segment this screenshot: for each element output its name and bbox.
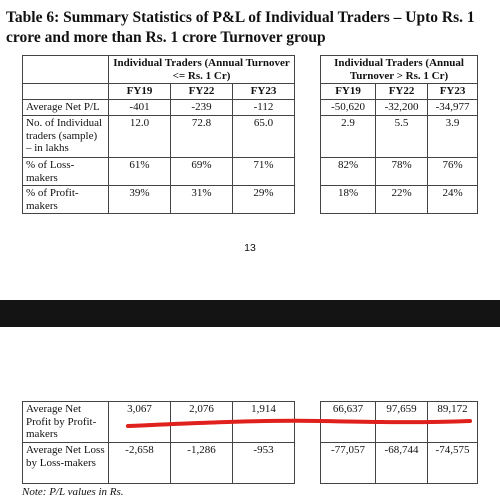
table-cell: 18% <box>321 186 376 214</box>
group-header-large: Individual Traders (Annual Turnover > Rs. 1 Cr) <box>321 56 478 84</box>
table-cell: 65.0 <box>233 116 295 158</box>
summary-statistics-table-continued <box>22 401 478 484</box>
table-cell: 29% <box>233 186 295 214</box>
row-gap <box>295 402 321 443</box>
table-cell: 39% <box>109 186 171 214</box>
table-title: Table 6: Summary Statistics of P&L of Individual Traders – Upto Rs. 1 crore and more than Rs. 1 crore Turnover group <box>6 9 475 46</box>
table-cell: 69% <box>171 158 233 186</box>
table-cell: 22% <box>376 186 428 214</box>
table-cell: -34,977 <box>428 100 478 116</box>
table-cell: -112 <box>233 100 295 116</box>
row-gap <box>295 158 321 186</box>
table-cell: 31% <box>171 186 233 214</box>
table-cell: 66,637 <box>321 402 376 443</box>
group-gap <box>295 56 321 84</box>
row-label: No. of Individual traders (sample) – in lakhs <box>23 116 109 158</box>
table-cell: 2,076 <box>171 402 233 443</box>
table-row <box>23 158 478 186</box>
year-header: FY19 <box>321 84 376 100</box>
group-header-row <box>23 56 478 84</box>
table-cell: -68,744 <box>376 443 428 484</box>
table-cell: 1,914 <box>233 402 295 443</box>
table-cell: -32,200 <box>376 100 428 116</box>
row-label: Average Net Profit by Profit-makers <box>23 402 109 443</box>
table-row <box>23 186 478 214</box>
table-cell: 61% <box>109 158 171 186</box>
table-row <box>23 402 478 443</box>
table-cell: 72.8 <box>171 116 233 158</box>
row-label: % of Loss-makers <box>23 158 109 186</box>
table-cell: 78% <box>376 158 428 186</box>
corner-cell <box>23 56 109 84</box>
year-corner-cell <box>23 84 109 100</box>
row-label: Average Net Loss by Loss-makers <box>23 443 109 484</box>
table-cell: 89,172 <box>428 402 478 443</box>
table-cell: -239 <box>171 100 233 116</box>
table-cell: 76% <box>428 158 478 186</box>
table-row <box>23 100 478 116</box>
row-gap <box>295 100 321 116</box>
summary-statistics-table <box>22 55 478 214</box>
table-cell: -1,286 <box>171 443 233 484</box>
table-row <box>23 116 478 158</box>
year-header: FY23 <box>233 84 295 100</box>
table-row <box>23 443 478 484</box>
table-cell: 5.5 <box>376 116 428 158</box>
year-header: FY22 <box>171 84 233 100</box>
table-note: Note: P/L values in Rs. <box>22 486 124 498</box>
row-gap <box>295 186 321 214</box>
page-break-divider <box>0 300 500 327</box>
table-cell: 2.9 <box>321 116 376 158</box>
row-label: Average Net P/L <box>23 100 109 116</box>
table-cell: -77,057 <box>321 443 376 484</box>
page-number: 13 <box>244 242 256 254</box>
table-cell: 71% <box>233 158 295 186</box>
table-cell: 3.9 <box>428 116 478 158</box>
table-cell: 12.0 <box>109 116 171 158</box>
year-header: FY23 <box>428 84 478 100</box>
group-header-small: Individual Traders (Annual Turnover <= Rs. 1 Cr) <box>109 56 295 84</box>
year-gap <box>295 84 321 100</box>
row-gap <box>295 443 321 484</box>
table-cell: 97,659 <box>376 402 428 443</box>
table-cell: 3,067 <box>109 402 171 443</box>
table-cell: -50,620 <box>321 100 376 116</box>
year-header: FY19 <box>109 84 171 100</box>
table-cell: -2,658 <box>109 443 171 484</box>
table-cell: -401 <box>109 100 171 116</box>
table-cell: -74,575 <box>428 443 478 484</box>
table-cell: -953 <box>233 443 295 484</box>
row-label: % of Profit-makers <box>23 186 109 214</box>
year-header-row <box>23 84 478 100</box>
year-header: FY22 <box>376 84 428 100</box>
table-cell: 24% <box>428 186 478 214</box>
row-gap <box>295 116 321 158</box>
table-cell: 82% <box>321 158 376 186</box>
